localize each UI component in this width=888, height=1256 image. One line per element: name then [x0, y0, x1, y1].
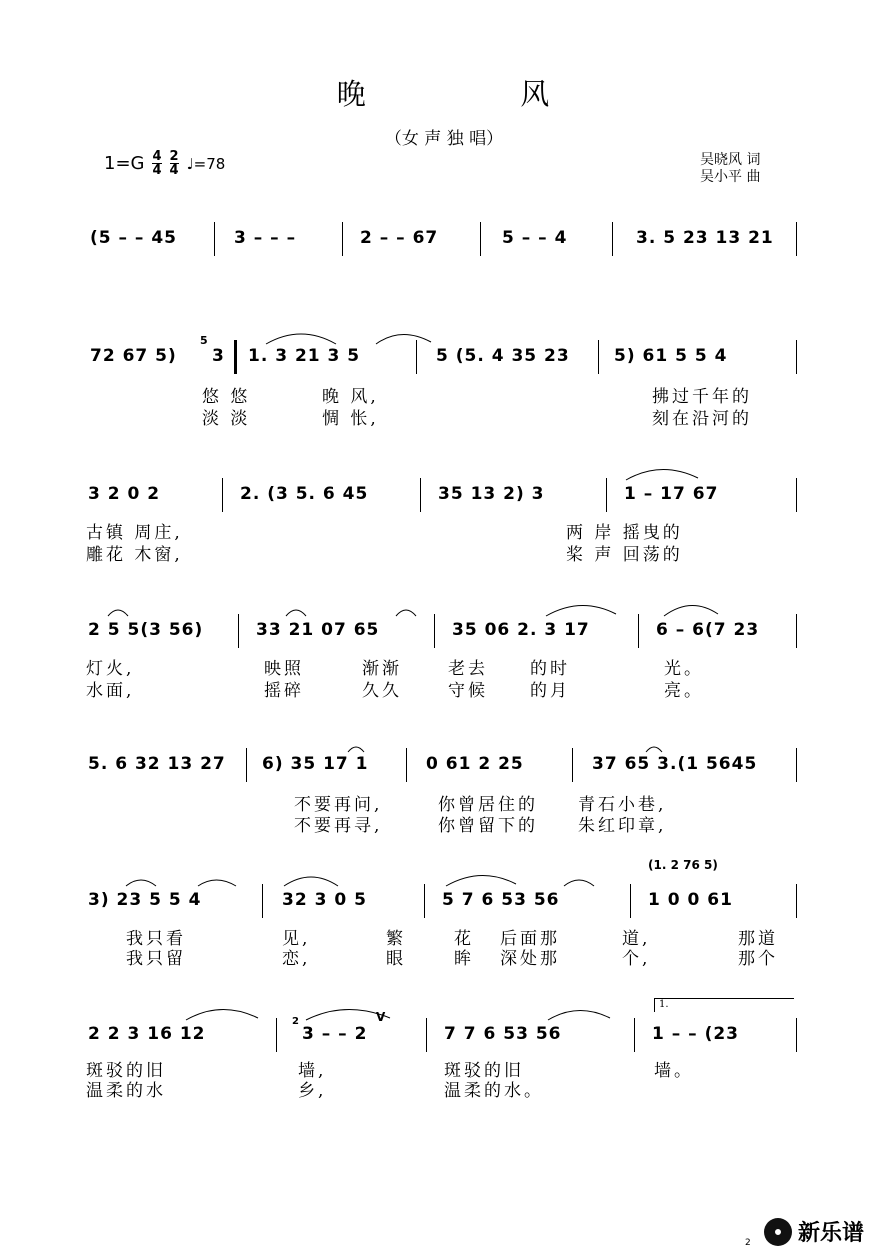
- measure: 1 – – (23: [652, 1024, 740, 1044]
- lyric-line-1: [86, 1056, 798, 1081]
- notes-row: [86, 478, 798, 512]
- lyric-text: 亮。: [664, 681, 704, 701]
- grace-note: 2: [292, 1016, 300, 1027]
- lyric-text: 不要再寻,: [294, 816, 383, 836]
- measure: 33 21 07 65: [256, 620, 380, 640]
- barline: [572, 748, 573, 782]
- measure: 3 2 0 2: [88, 484, 161, 504]
- measure: 2 5 5(3 56): [88, 620, 204, 640]
- breath-mark: V: [376, 1010, 387, 1024]
- measure: 1 – 17 67: [624, 484, 719, 504]
- lyric-text: 古镇 周庄,: [86, 523, 183, 543]
- lyric-text: 乡,: [298, 1081, 327, 1101]
- lyric-text: 青石小巷,: [578, 795, 667, 815]
- barline: [796, 340, 797, 374]
- lyric-text: 斑驳的旧: [86, 1061, 166, 1081]
- title-char-1: 晚: [336, 77, 368, 111]
- lyric-text: 不要再问,: [294, 795, 383, 815]
- lyric-text: 恋,: [282, 949, 311, 969]
- lyric-text: 守候: [448, 681, 488, 701]
- barline: [612, 222, 613, 256]
- measure: 3) 23 5 5 4: [88, 890, 202, 910]
- lyric-text: 桨 声 回荡的: [566, 545, 683, 565]
- lyric-text: 摇碎: [264, 681, 304, 701]
- lyric-line-2: [86, 811, 798, 836]
- lyric-text: 淡 淡: [202, 409, 251, 429]
- measure: 5) 61 5 5 4: [614, 346, 728, 366]
- measure: 2. (3 5. 6 45: [240, 484, 369, 504]
- measure: 72 67 5): [90, 346, 177, 366]
- lyric-line-2: [86, 676, 798, 701]
- barline: [424, 884, 425, 918]
- measure: 5. 6 32 13 27: [88, 754, 226, 774]
- time-signature-1: $\frac{4}{4}$: [152, 149, 162, 178]
- lyric-text: 两 岸 摇曳的: [566, 523, 683, 543]
- notes-row: [86, 222, 798, 256]
- lyric-text: 花: [454, 929, 474, 949]
- lyric-text: 后面那: [500, 929, 560, 949]
- barline: [434, 614, 435, 648]
- lyric-text: 眼: [386, 949, 406, 969]
- lyric-text: 朱红印章,: [578, 816, 667, 836]
- barline: [406, 748, 407, 782]
- brand-name: 新乐谱: [798, 1221, 865, 1246]
- lyric-text: 温柔的水: [86, 1081, 166, 1101]
- cue-notes: (1. 2 76 5): [648, 858, 718, 872]
- measure: 32 3 0 5: [282, 890, 367, 910]
- lyric-text: 映照: [264, 659, 304, 679]
- lyric-text: 刻在沿河的: [652, 409, 752, 429]
- lyric-text: 惆 怅,: [322, 409, 379, 429]
- barline: [598, 340, 599, 374]
- vinyl-disc-icon: [764, 1218, 792, 1246]
- lyric-text: 老去: [448, 659, 488, 679]
- grace-note: 5: [200, 334, 209, 347]
- measure: 2 2 3 16 12: [88, 1024, 206, 1044]
- lyric-text: 悠 悠: [202, 387, 251, 407]
- lyric-line-1: [86, 790, 798, 815]
- lyric-text: 那道: [738, 929, 778, 949]
- lyric-line-1: [86, 924, 798, 949]
- barline: [630, 884, 631, 918]
- measure: 3 – – 2: [302, 1024, 368, 1044]
- measure: 7 7 6 53 56: [444, 1024, 562, 1044]
- measure: 1. 3 21 3 5: [248, 346, 361, 366]
- lyric-text: 的时: [530, 659, 570, 679]
- barline: [606, 478, 607, 512]
- barline: [796, 222, 797, 256]
- barline: [796, 478, 797, 512]
- barline: [634, 1018, 635, 1052]
- lyric-text: 光。: [664, 659, 704, 679]
- page-number: 2: [745, 1238, 751, 1248]
- lyric-text: 拂过千年的: [652, 387, 752, 407]
- lyric-line-1: [86, 518, 798, 543]
- barline: [796, 884, 797, 918]
- first-ending-bracket: 1.: [654, 998, 794, 1012]
- lyric-text: 墙,: [298, 1061, 327, 1081]
- barline: [276, 1018, 277, 1052]
- lyric-text: 眸: [454, 949, 474, 969]
- lyric-text: 雕花 木窗,: [86, 545, 183, 565]
- barline: [638, 614, 639, 648]
- measure: 3 – – –: [234, 228, 297, 248]
- key-label: 1=G: [104, 153, 145, 174]
- measure: 0 61 2 25: [426, 754, 524, 774]
- measure: 3: [212, 346, 225, 366]
- credits: [700, 152, 760, 186]
- barline: [796, 748, 797, 782]
- lyric-text: 我只留: [126, 949, 186, 969]
- measure: 35 06 2. 3 17: [452, 620, 590, 640]
- measure: 5 7 6 53 56: [442, 890, 560, 910]
- lyric-text: 我只看: [126, 929, 186, 949]
- notes-row: [86, 334, 798, 374]
- title-char-2: 风: [520, 77, 552, 111]
- notes-row: [86, 1010, 798, 1052]
- measure: (5 – – 45: [90, 228, 178, 248]
- song-title: [0, 72, 888, 113]
- time-signature-2: $\frac{2}{4}$: [169, 149, 179, 178]
- lyric-text: 道,: [622, 929, 651, 949]
- lyric-text: 的月: [530, 681, 570, 701]
- measure: 6 – 6(7 23: [656, 620, 760, 640]
- repeat-start-barline: [234, 340, 237, 374]
- lyric-text: 你曾居住的: [438, 795, 538, 815]
- lyric-text: 深处那: [500, 949, 560, 969]
- lyric-line-1: [86, 382, 798, 407]
- lyric-text: 水面,: [86, 681, 135, 701]
- barline: [262, 884, 263, 918]
- key-signature: [104, 150, 225, 177]
- measure: 3. 5 23 13 21: [636, 228, 774, 248]
- lyric-line-2: [86, 944, 798, 969]
- measure: 1 0 0 61: [648, 890, 733, 910]
- barline: [222, 478, 223, 512]
- lyric-line-2: [86, 1076, 798, 1101]
- lyric-text: 温柔的水。: [444, 1081, 544, 1101]
- measure: 6) 35 17 1: [262, 754, 369, 774]
- composer-credit: 吴小平 曲: [700, 169, 761, 185]
- lyric-text: 你曾留下的: [438, 816, 538, 836]
- lyric-text: 斑驳的旧: [444, 1061, 524, 1081]
- lyric-text: 个,: [622, 949, 651, 969]
- lyric-line-1: [86, 654, 798, 679]
- lyric-text: 墙。: [654, 1061, 694, 1081]
- lyric-line-2: [86, 404, 798, 429]
- barline: [480, 222, 481, 256]
- lyric-text: 见,: [282, 929, 311, 949]
- barline: [420, 478, 421, 512]
- lyric-text: 久久: [362, 681, 402, 701]
- barline: [246, 748, 247, 782]
- notes-row: [86, 614, 798, 648]
- barline: [796, 614, 797, 648]
- lyric-line-2: [86, 540, 798, 565]
- measure: 35 13 2) 3: [438, 484, 545, 504]
- barline: [238, 614, 239, 648]
- barline: [342, 222, 343, 256]
- barline: [796, 1018, 797, 1052]
- measure: 5 – – 4: [502, 228, 568, 248]
- lyric-text: 那个: [738, 949, 778, 969]
- barline: [214, 222, 215, 256]
- lyric-text: 灯火,: [86, 659, 135, 679]
- tempo-marking: ♩=78: [186, 154, 226, 173]
- barline: [426, 1018, 427, 1052]
- subtitle: （女 声 独 唱）: [384, 129, 504, 149]
- notes-row: [86, 884, 798, 918]
- measure: 37 65 3.(1 5645: [592, 754, 758, 774]
- lyric-text: 繁: [386, 929, 406, 949]
- lyricist-credit: 吴晓风 词: [700, 152, 761, 168]
- measure: 2 – – 67: [360, 228, 439, 248]
- brand-logo: [764, 1216, 864, 1247]
- barline: [416, 340, 417, 374]
- notes-row: [86, 748, 798, 782]
- lyric-text: 渐渐: [362, 659, 402, 679]
- measure: 5 (5. 4 35 23: [436, 346, 570, 366]
- lyric-text: 晚 风,: [322, 387, 379, 407]
